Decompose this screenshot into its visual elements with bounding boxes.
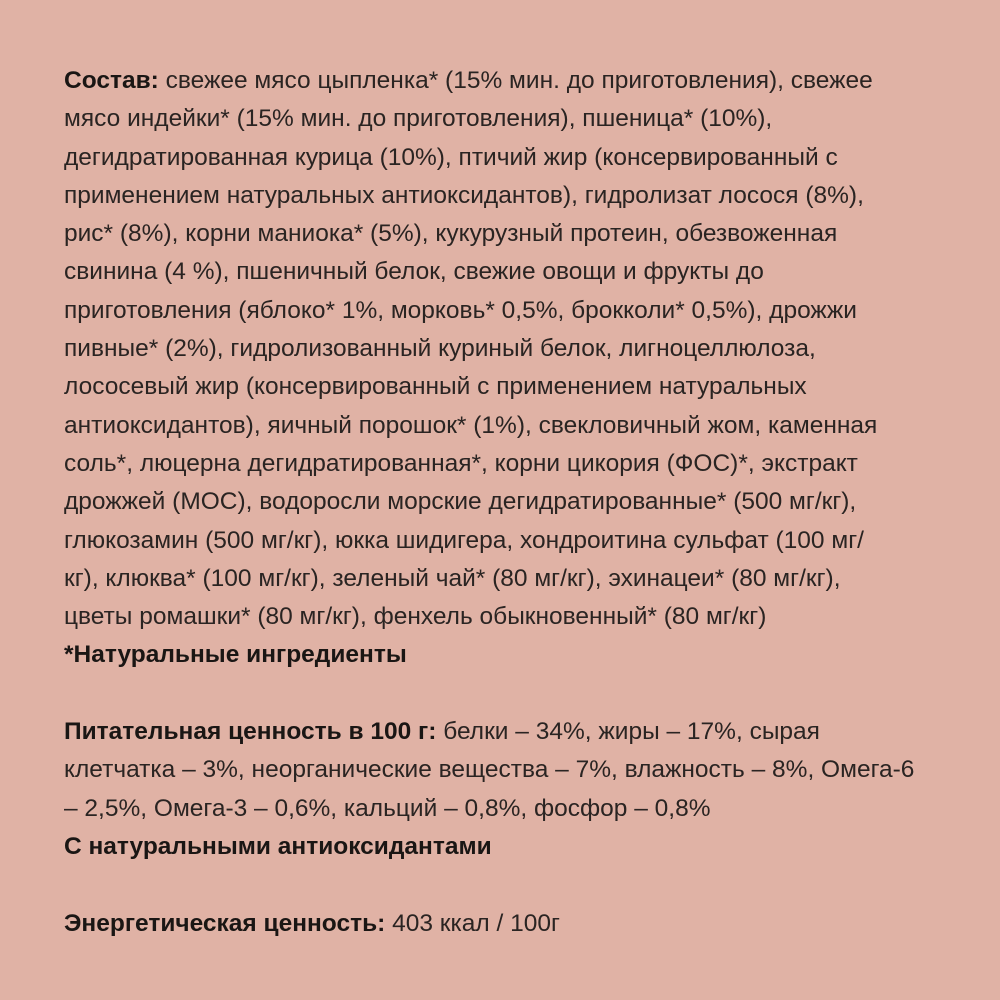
section-spacer	[64, 866, 944, 904]
nutrition-line	[64, 713, 944, 751]
nutrition-section	[64, 713, 944, 866]
composition-line	[64, 62, 944, 100]
composition-line: дегидратированная курица (10%), птичий жир (консервированный с	[64, 143, 838, 171]
energy-section	[64, 905, 944, 943]
nutrition-text: белки – 34%, жиры – 17%, сырая	[436, 718, 820, 746]
composition-line: цветы ромашки* (80 мг/кг), фенхель обыкновенный* (80 мг/кг)	[64, 603, 767, 631]
composition-line: пивные* (2%), гидролизованный куриный белок, лигноцеллюлоза,	[64, 335, 816, 363]
composition-label: Состав:	[64, 67, 159, 94]
composition-line: лососевый жир (консервированный с применением натуральных	[64, 373, 807, 401]
energy-label: Энергетическая ценность:	[64, 909, 386, 937]
composition-line: соль*, люцерна дегидратированная*, корни цикория (ФОС)*, экстракт	[64, 449, 858, 477]
composition-line: свинина (4 %), пшеничный белок, свежие овощи и фрукты до	[64, 258, 764, 286]
section-spacer	[64, 675, 944, 713]
composition-line: дрожжей (МОС), водоросли морские дегидратированные* (500 мг/кг),	[64, 488, 857, 516]
composition-text: свежее мясо цыпленка* (15% мин. до приготовления), свежее	[158, 67, 873, 94]
composition-line: применением натуральных антиоксидантов), гидролизат лосося (8%),	[64, 181, 864, 209]
energy-line	[64, 905, 944, 943]
antioxidants-note: С натуральными антиоксидантами	[64, 832, 492, 860]
composition-line: антиоксидантов), яичный порошок* (1%), свекловичный жом, каменная	[64, 411, 878, 439]
composition-line: мясо индейки* (15% мин. до приготовления), пшеница* (10%),	[64, 105, 773, 133]
composition-line: глюкозамин (500 мг/кг), юкка шидигера, хондроитина сульфат (100 мг/	[64, 526, 864, 554]
energy-value: 403 ккал / 100г	[385, 909, 560, 937]
nutrition-label: Питательная ценность в 100 г:	[64, 718, 437, 746]
composition-section	[64, 62, 944, 675]
nutrition-line: – 2,5%, Омега-3 – 0,6%, кальций – 0,8%, фосфор – 0,8%	[64, 794, 711, 822]
composition-line: кг), клюква* (100 мг/кг), зеленый чай* (80 мг/кг), эхинацеи* (80 мг/кг),	[64, 564, 841, 592]
composition-line: рис* (8%), корни маниока* (5%), кукурузный протеин, обезвоженная	[64, 220, 838, 248]
natural-ingredients-footnote: *Натуральные ингредиенты	[64, 641, 407, 669]
product-info	[64, 62, 944, 943]
nutrition-line: клетчатка – 3%, неорганические вещества – 7%, влажность – 8%, Омега-6	[64, 756, 915, 784]
composition-line: приготовления (яблоко* 1%, морковь* 0,5%, брокколи* 0,5%), дрожжи	[64, 296, 857, 324]
